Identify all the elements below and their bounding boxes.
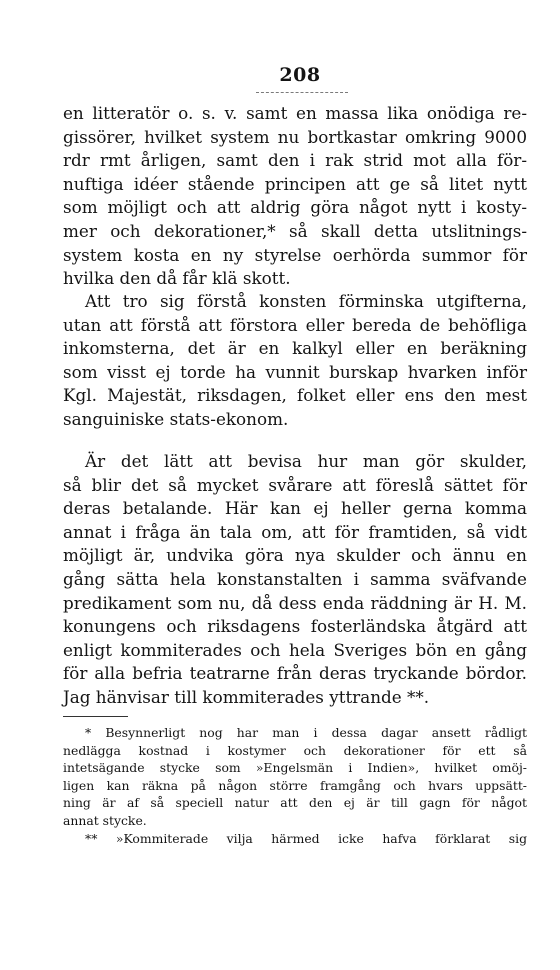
text-line: system kosta en ny styrelse oerhörda summor för — [63, 244, 527, 265]
text-line: mer och dekorationer,* så skall detta utslitnings- — [63, 220, 527, 241]
text-line: möjligt är, undvika göra nya skulder och ännu en — [63, 545, 527, 566]
header-rule — [256, 92, 348, 93]
footnote-line: annat stycke. — [63, 812, 147, 828]
page-number: 208 — [279, 64, 321, 86]
text-line: Att tro sig förstå konsten förminska utgifterna, — [85, 291, 527, 311]
text-line: som möjligt och att aldrig göra något nytt i kosty- — [63, 197, 527, 218]
text-line: Kgl. Majestät, riksdagen, folket eller ens den mest — [63, 385, 527, 406]
text-line: så blir det så mycket svårare att föreslå sättet för — [63, 474, 527, 495]
text-line: för alla befria teatrarne från deras tryckande bördor. — [63, 663, 527, 684]
paragraph — [63, 450, 527, 710]
text-line: deras betalande. Här kan ej heller gerna komma — [63, 498, 527, 519]
footnote-rule — [63, 716, 128, 717]
footnote-line: nedlägga kostnad i kostymer och dekorationer för ett så — [63, 742, 527, 758]
text-line: predikament som nu, då dess enda räddning är H. M. — [63, 592, 527, 613]
text-line: Är det lätt att bevisa hur man gör skulder, — [85, 451, 527, 471]
footnote-line: ning är af så speciell natur att den ej är till gagn för något — [63, 795, 527, 811]
text-line: en litteratör o. s. v. samt en massa lika onödiga re- — [63, 103, 527, 123]
text-line: enligt kommiterades och hela Sveriges bön en gång — [63, 639, 527, 660]
paragraph — [63, 290, 527, 432]
paragraph — [63, 102, 527, 291]
text-line: konungens och riksdagens fosterländska åtgärd att — [63, 616, 527, 637]
text-line: inkomsterna, det är en kalkyl eller en beräkning — [63, 338, 527, 359]
text-line: hvilka den då får klä skott. — [63, 268, 291, 289]
text-line: annat i fråga än tala om, att för framtiden, så vidt — [63, 521, 527, 542]
footnote-line: ** »Kommiterade vilja härmed icke hafva förklarat sig — [85, 830, 527, 846]
text-line: sanguiniske stats-ekonom. — [63, 408, 289, 429]
text-line: gång sätta hela konstanstalten i samma sväfvande — [63, 568, 527, 589]
text-line: Jag hänvisar till kommiterades yttrande **. — [63, 686, 430, 707]
text-line: rdr rmt årligen, samt den i rak strid mot alla för- — [63, 150, 527, 171]
footnote-line: intetsägande stycke som »Engelsmän i Indien», hvilket omöj- — [63, 760, 527, 776]
text-line: som visst ej torde ha vunnit burskap hvarken inför — [63, 361, 527, 382]
footnote-line: ligen kan räkna på någon större framgång och hvars uppsätt- — [63, 777, 527, 793]
text-line: nuftiga idéer stående principen att ge så litet nytt — [63, 173, 527, 194]
footnotes — [63, 724, 527, 847]
footnote-line: * Besynnerligt nog har man i dessa dagar ansett rådligt — [85, 725, 527, 740]
text-line: gissörer, hvilket system nu bortkastar omkring 9000 — [63, 126, 527, 147]
text-line: utan att förstå att förstora eller bereda de behöfliga — [63, 314, 527, 335]
